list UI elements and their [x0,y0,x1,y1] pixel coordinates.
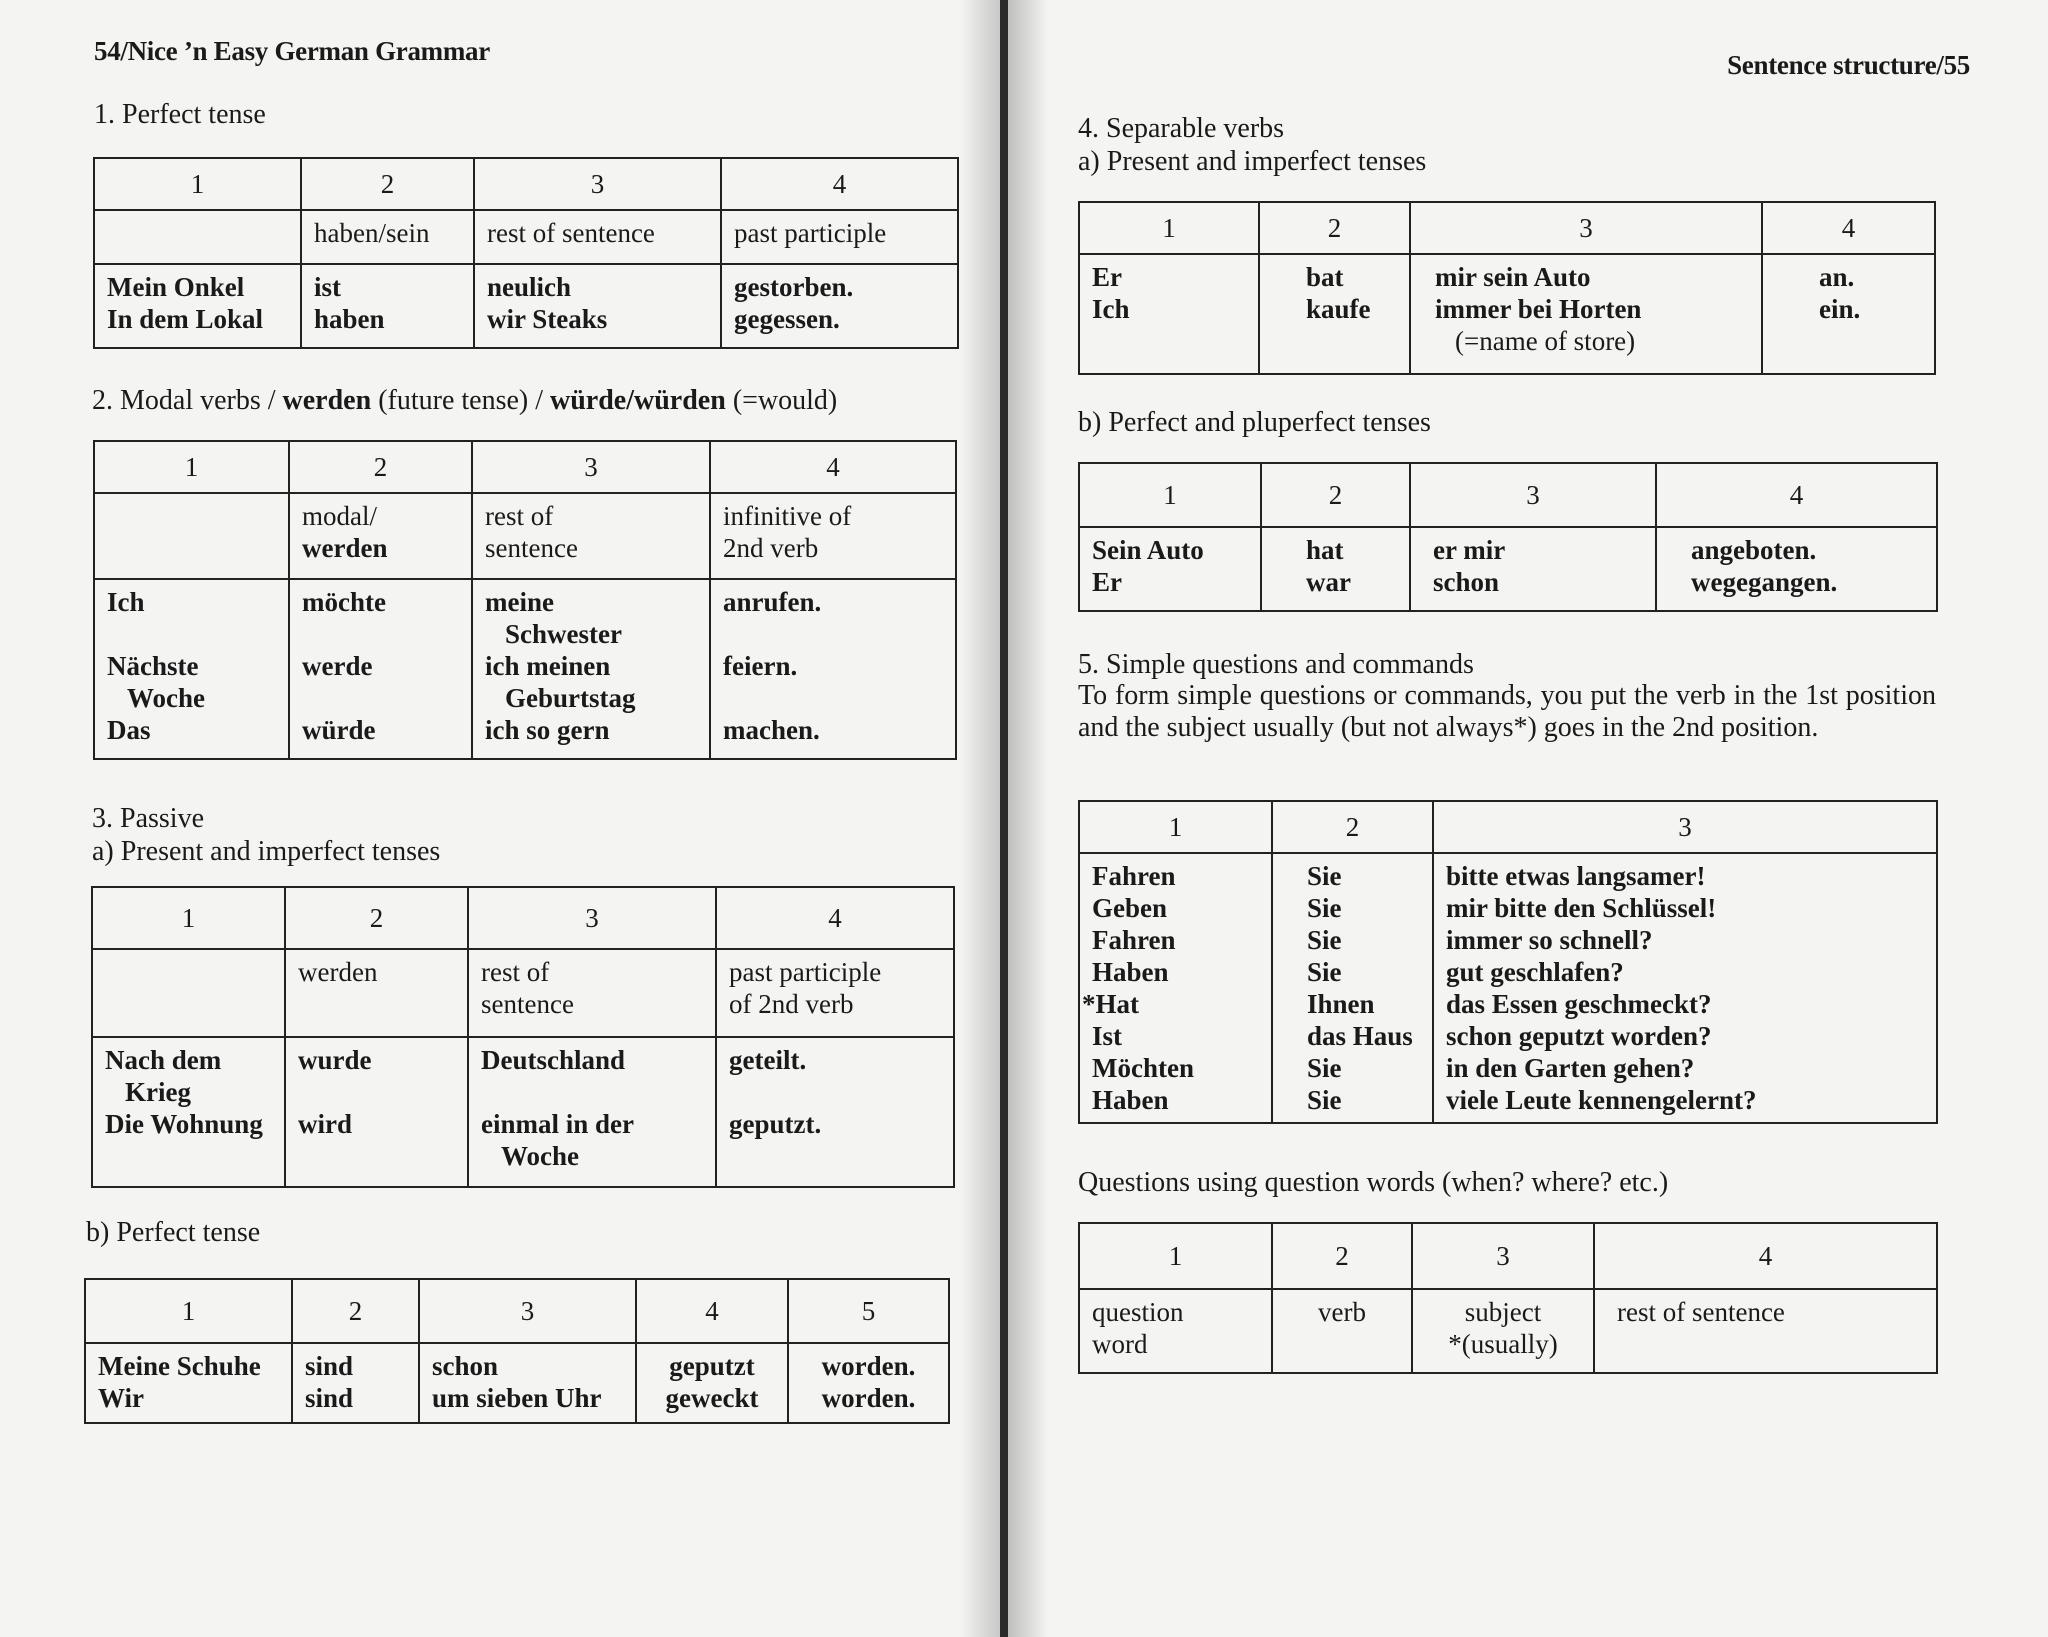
column-label: past participle [721,210,958,264]
col-number: 1 [1079,463,1261,527]
col-number: 1 [94,441,289,493]
column-label [94,210,301,264]
col-number: 2 [292,1279,419,1343]
table-cell: Fahren Geben Fahren Haben *Hat Ist Möchten Haben [1079,853,1272,1123]
column-label: rest of sentence [472,493,710,579]
col-number: 3 [474,158,721,210]
column-label: werden [285,949,468,1037]
table-cell: Deutschland einmal in der Woche [468,1037,716,1187]
table-cell: ist haben [301,264,474,348]
section-5-title: 5. Simple questions and commands [1078,649,1474,680]
section-4-title: 4. Separable verbs [1078,113,1285,144]
section-3a-subtitle: a) Present and imperfect tenses [92,836,441,867]
table-cell: bitte etwas langsamer! mir bitte den Schlüssel! immer so schnell? gut geschlafen? das Essen geschmeckt? schon geputzt worden? in den Garten gehen? viele Leute kennengelernt? [1433,853,1937,1123]
table-row [1079,1289,1937,1373]
table-cell: subject *(usually) [1412,1289,1594,1373]
table-row [94,264,958,348]
col-number: 1 [94,158,301,210]
table-cell: Sein Auto Er [1079,527,1261,611]
col-number: 4 [1762,202,1935,254]
table-cell: schon um sieben Uhr [419,1343,636,1423]
col-number: 1 [1079,801,1272,853]
modal-verbs-table [93,440,957,760]
page-header-right: Sentence structure/55 [1727,50,1970,80]
header-row [1079,1223,1937,1289]
column-label: rest of sentence [468,949,716,1037]
passive-present-table [91,886,955,1188]
header-row [92,887,954,949]
table-cell: angeboten. wegegangen. [1656,527,1937,611]
table-cell: rest of sentence [1594,1289,1937,1373]
table-cell: Mein Onkel In dem Lokal [94,264,301,348]
spine-shadow [960,0,1000,1637]
col-number: 3 [468,887,716,949]
column-label [92,949,285,1037]
col-number: 1 [85,1279,292,1343]
col-number: 4 [721,158,958,210]
col-number: 2 [301,158,474,210]
col-number: 4 [716,887,954,949]
section-3-title: 3. Passive [92,803,204,834]
col-number: 3 [419,1279,636,1343]
table-row [85,1343,949,1423]
col-number: 2 [1272,1223,1412,1289]
table-cell: sind sind [292,1343,419,1423]
simple-questions-table [1078,800,1938,1124]
table-cell: anrufen. feiern. machen. [710,579,956,759]
column-label: infinitive of 2nd verb [710,493,956,579]
section-4a-subtitle: a) Present and imperfect tenses [1078,146,1427,177]
header-row [1079,801,1937,853]
table-cell: an. ein. [1762,254,1935,374]
col-number: 1 [1079,1223,1272,1289]
column-label [94,493,289,579]
table-cell: er mir schon [1410,527,1656,611]
spine-shadow [1008,0,1048,1637]
label-row [92,949,954,1037]
section-1-title: 1. Perfect tense [94,99,266,130]
table-cell: Sie Sie Sie Sie Ihnen das Haus Sie Sie [1272,853,1433,1123]
col-number: 5 [788,1279,949,1343]
col-number: 4 [1594,1223,1937,1289]
col-number: 3 [1410,463,1656,527]
table-cell: Nach dem Krieg Die Wohnung [92,1037,285,1187]
table-cell: worden. worden. [788,1343,949,1423]
column-label: past participle of 2nd verb [716,949,954,1037]
col-number: 3 [472,441,710,493]
table-cell: verb [1272,1289,1412,1373]
table-cell: question word [1079,1289,1272,1373]
section-2-title: 2. Modal verbs / werden (future tense) / würde/würden (=would) [92,385,838,416]
col-number: 4 [636,1279,788,1343]
table-cell: bat kaufe [1259,254,1410,374]
col-number: 1 [92,887,285,949]
column-label: haben/sein [301,210,474,264]
column-label: rest of sentence [474,210,721,264]
section-5-paragraph: To form simple questions or commands, you put the verb in the 1st position and the subject usually (but not always*) goes in the 2nd position. [1078,680,1936,743]
table-cell: meine Schwester ich meinen Geburtstag ich so gern [472,579,710,759]
col-number: 4 [1656,463,1937,527]
table-row [1079,527,1937,611]
col-number: 1 [1079,202,1259,254]
table-cell: Ich Nächste Woche Das [94,579,289,759]
col-number: 2 [1259,202,1410,254]
perfect-tense-table [93,157,959,349]
header-row [1079,202,1935,254]
col-number: 2 [289,441,472,493]
table-row [1079,853,1937,1123]
header-row [94,441,956,493]
label-row [94,493,956,579]
col-number: 2 [1261,463,1410,527]
col-number: 2 [285,887,468,949]
page-header-left: 54/Nice ’n Easy German Grammar [94,36,490,66]
separable-perfect-table [1078,462,1938,612]
table-row [1079,254,1935,374]
left-page [0,0,1000,1637]
header-row [1079,463,1937,527]
col-number: 3 [1410,202,1762,254]
table-cell: Meine Schuhe Wir [85,1343,292,1423]
question-words-title: Questions using question words (when? where? etc.) [1078,1167,1669,1198]
question-words-table [1078,1222,1938,1374]
col-number: 3 [1433,801,1937,853]
column-label: modal/ werden [289,493,472,579]
table-cell: gestorben. gegessen. [721,264,958,348]
col-number: 3 [1412,1223,1594,1289]
table-cell: Er Ich [1079,254,1259,374]
section-4b-subtitle: b) Perfect and pluperfect tenses [1078,407,1431,438]
table-row [92,1037,954,1187]
col-number: 4 [710,441,956,493]
section-3b-subtitle: b) Perfect tense [86,1217,261,1248]
table-row [94,579,956,759]
separable-present-table [1078,201,1936,375]
table-cell: mir sein Auto immer bei Horten (=name of store) [1410,254,1762,374]
passive-perfect-table [84,1278,950,1424]
label-row [94,210,958,264]
table-cell: wurde wird [285,1037,468,1187]
table-cell: hat war [1261,527,1410,611]
table-cell: möchte werde würde [289,579,472,759]
right-page [1008,0,2048,1637]
table-cell: geteilt. geputzt. [716,1037,954,1187]
table-cell: neulich wir Steaks [474,264,721,348]
header-row [85,1279,949,1343]
header-row [94,158,958,210]
col-number: 2 [1272,801,1433,853]
table-cell: geputzt geweckt [636,1343,788,1423]
